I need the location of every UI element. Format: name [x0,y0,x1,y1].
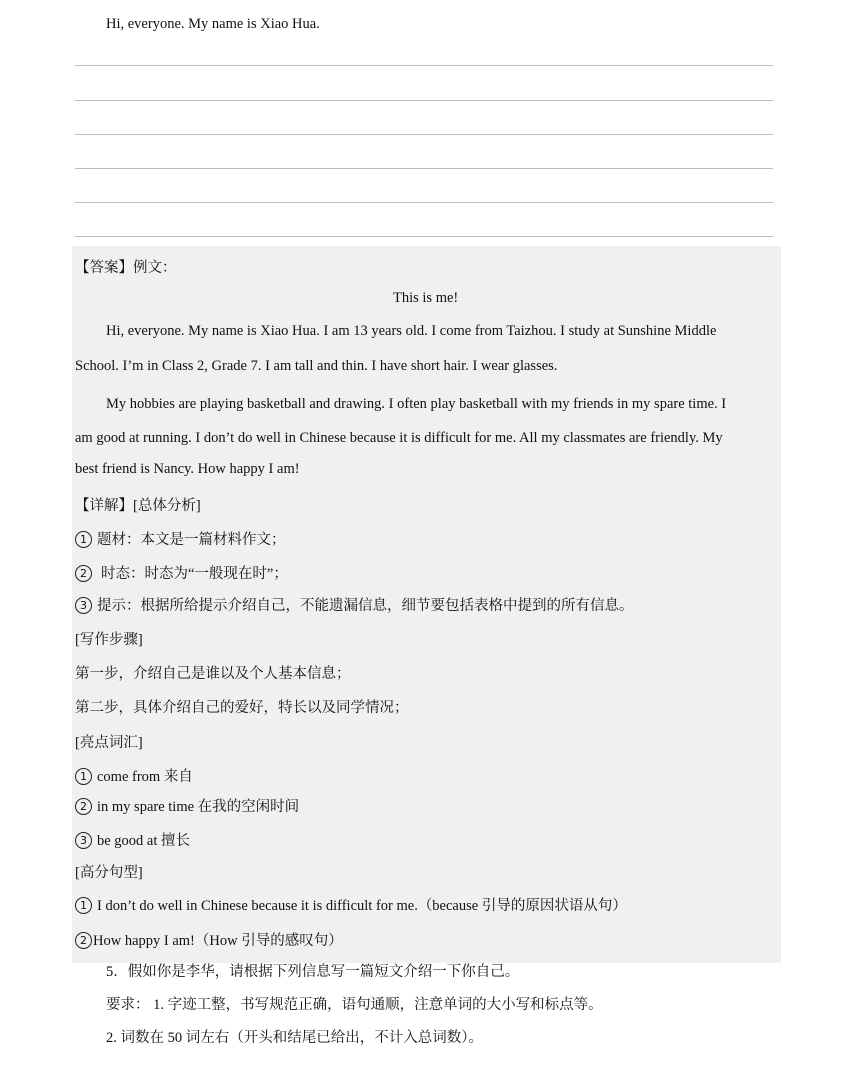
step-1: 第一步，介绍自己是谁以及个人基本信息； [75,666,351,682]
vocab-item: 2 in my spare time 在我的空闲时间 [75,795,299,816]
analysis-item: 3 提示：根据所给提示介绍自己，不能遗漏信息，细节要包括表格中提到的所有信息。 [75,594,634,615]
writing-line [75,134,773,135]
sentences-heading: [高分句型] [75,865,143,881]
writing-line [75,202,773,203]
essay-p2-line2: am good at running. I don’t do well in Chinese because it is difficult for me. All my classmates are friendly. My [75,430,723,446]
question-5-requirement-2: 2. 词数在 50 词左右（开头和结尾已给出，不计入总词数）。 [106,1030,483,1046]
circled-number: 2 [75,565,92,582]
answer-heading: 【答案】例文： [75,260,177,276]
sentence-item: 2 How happy I am!（How 引导的感叹句） [75,929,343,950]
question-5-prompt: 5．假如你是李华，请根据下列信息写一篇短文介绍一下你自己。 [106,964,520,980]
writing-line [75,65,773,66]
essay-p1-line2: School. I’m in Class 2, Grade 7. I am tall and thin. I have short hair. I wear glasses. [75,358,558,374]
circled-number: 2 [75,932,92,949]
circled-number: 1 [75,897,92,914]
detail-heading: 【详解】[总体分析] [75,498,201,514]
essay-p1-line1: Hi, everyone. My name is Xiao Hua. I am 13 years old. I come from Taizhou. I study at Sunshine Middle [106,323,717,339]
analysis-item: 2 时态：时态为“一般现在时”； [75,562,288,583]
question-5-requirement-1: 要求： 1. 字迹工整，书写规范正确，语句通顺，注意单词的大小写和标点等。 [106,997,603,1013]
essay-p2-line3: best friend is Nancy. How happy I am! [75,461,300,477]
writing-line [75,236,773,237]
circled-number: 1 [75,768,92,785]
writing-line [75,100,773,101]
analysis-item: 1 题材：本文是一篇材料作文； [75,528,286,549]
vocab-item: 3 be good at 擅长 [75,829,190,850]
steps-heading: [写作步骤] [75,632,143,648]
vocab-heading: [亮点词汇] [75,735,143,751]
essay-title: This is me! [393,290,459,306]
circled-number: 3 [75,832,92,849]
step-2: 第二步，具体介绍自己的爱好，特长以及同学情况； [75,700,409,716]
intro-line: Hi, everyone. My name is Xiao Hua. [106,16,320,32]
sentence-item: 1 I don’t do well in Chinese because it is difficult for me.（because 引导的原因状语从句） [75,894,627,915]
circled-number: 1 [75,531,92,548]
circled-number: 3 [75,597,92,614]
essay-p2-line1: My hobbies are playing basketball and drawing. I often play basketball with my friends in my spare time. I [106,396,727,412]
writing-line [75,168,773,169]
circled-number: 2 [75,798,92,815]
vocab-item: 1 come from 来自 [75,765,193,786]
